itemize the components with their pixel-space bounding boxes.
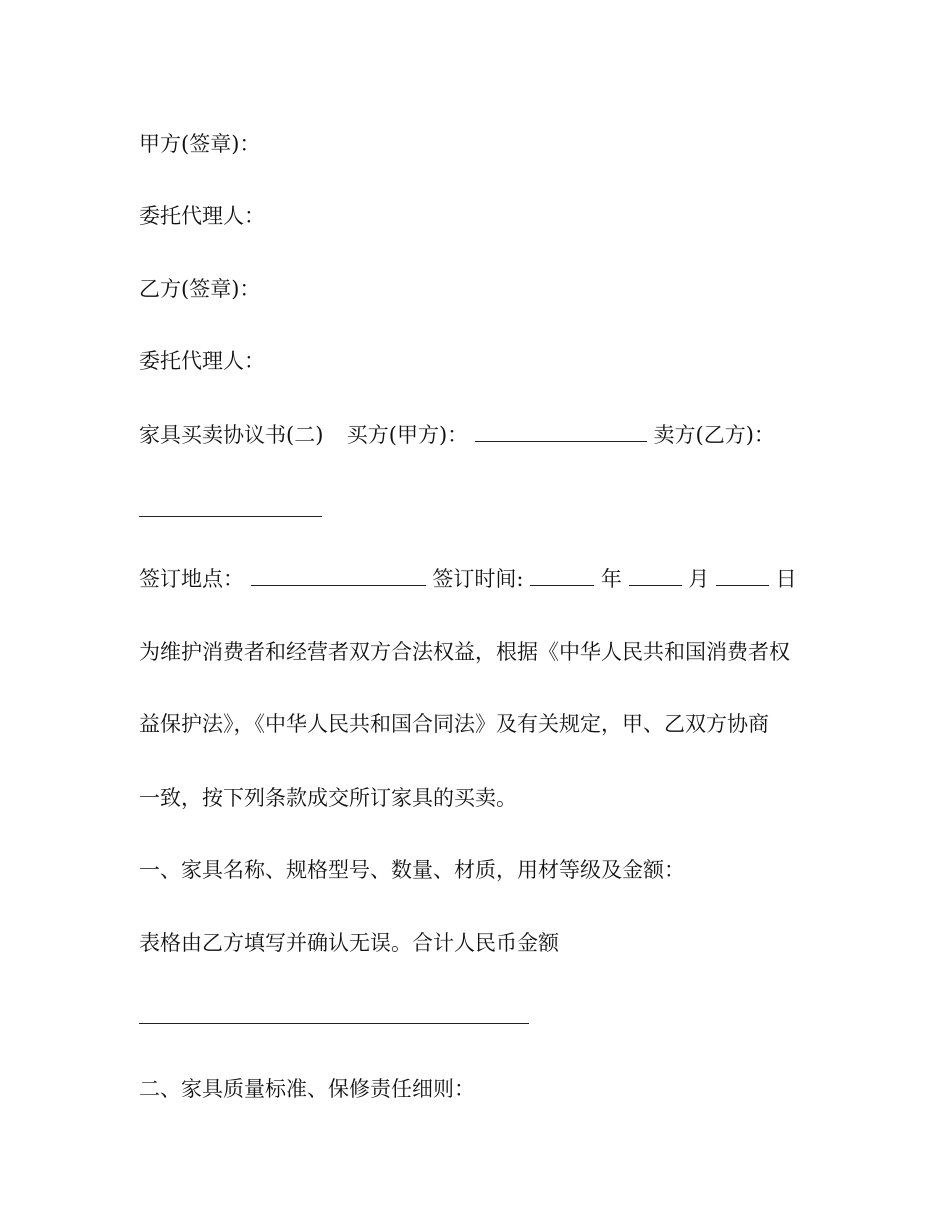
party-b-seal-label: 乙方(签章)：: [139, 277, 261, 301]
day-label: 日: [775, 567, 797, 591]
seller-label: 卖方(乙方)：: [653, 423, 775, 447]
year-label: 年: [600, 567, 622, 591]
agent-a-label: 委托代理人：: [139, 204, 265, 228]
buyer-blank: [475, 421, 647, 442]
month-blank: [629, 565, 682, 586]
seller-blank: [139, 516, 322, 517]
place-blank: [251, 565, 426, 586]
preamble-line-1: 为维护消费者和经营者双方合法权益，根据《中华人民共和国消费者权: [139, 640, 790, 664]
preamble-line-2: 益保护法》，《中华人民共和国合同法》及有关规定，甲、乙双方协商: [139, 712, 769, 736]
document-title: 家具买卖协议书(二): [139, 423, 324, 447]
amount-blank: [139, 1023, 529, 1024]
section-1-heading: 一、家具名称、规格型号、数量、材质，用材等级及金额：: [139, 858, 685, 882]
place-label: 签订地点：: [139, 567, 244, 591]
buyer-label: 买方(甲方)：: [346, 423, 469, 447]
day-blank: [716, 565, 769, 586]
title-line: [139, 421, 775, 449]
month-label: 月: [688, 567, 710, 591]
preamble-line-3: 一致，按下列条款成交所订家具的买卖。: [139, 786, 517, 810]
agent-b-label: 委托代理人：: [139, 349, 265, 373]
section-2-heading: 二、家具质量标准、保修责任细则：: [139, 1077, 475, 1101]
year-blank: [530, 565, 594, 586]
party-a-seal-label: 甲方(签章)：: [139, 132, 261, 156]
section-1-note: 表格由乙方填写并确认无误。合计人民币金额: [139, 931, 559, 955]
sign-line: [139, 565, 797, 593]
time-label: 签订时间:: [432, 567, 524, 591]
